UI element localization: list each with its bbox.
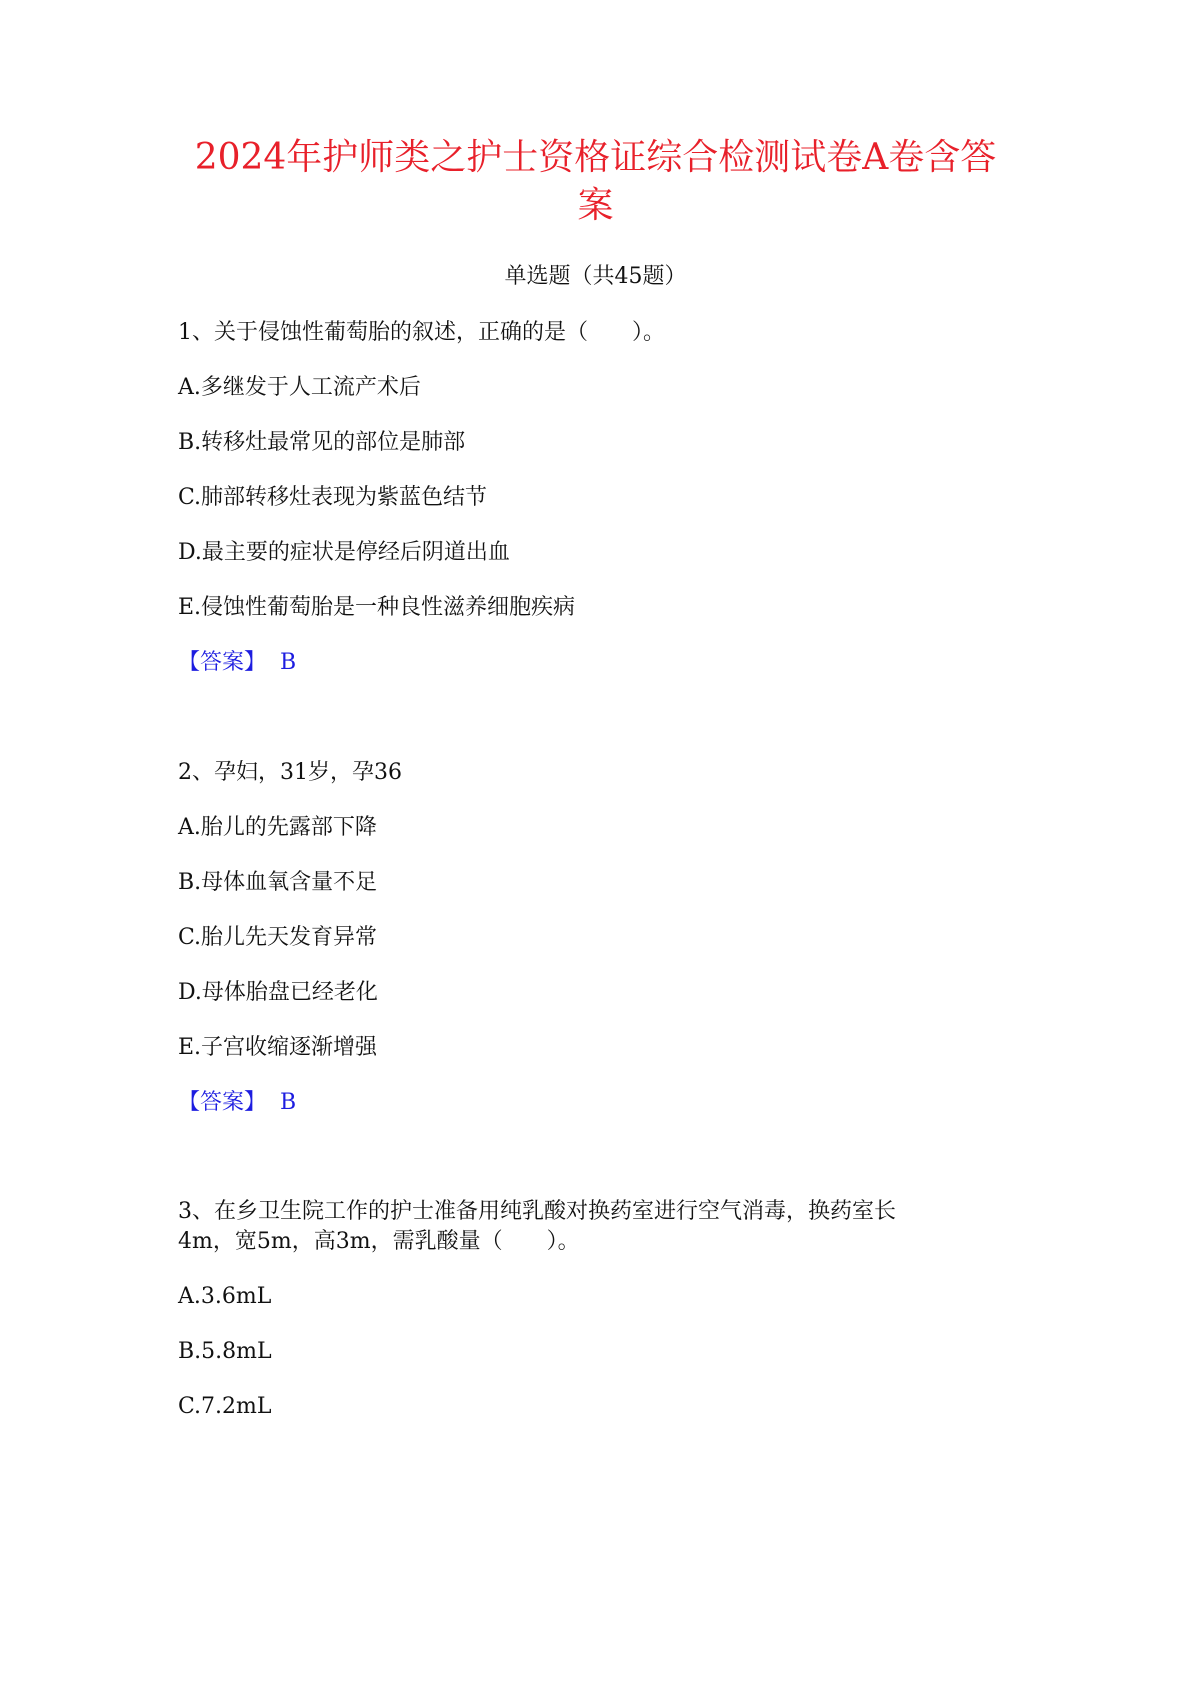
document-title-line2: 案	[577, 185, 614, 226]
option-d: D.母体胎盘已经老化	[178, 980, 378, 1005]
question-stem: 1、关于侵蚀性葡萄胎的叙述，正确的是（ ）。	[178, 320, 665, 345]
option-a: A.胎儿的先露部下降	[178, 815, 377, 840]
option-a: A.3.6mL	[178, 1284, 272, 1309]
document-title-line1: 2024年护师类之护士资格证综合检测试卷A卷含答	[194, 137, 997, 178]
answer-value: B	[280, 1090, 297, 1115]
question-stem-line2: 4m，宽5m，高3m，需乳酸量（ ）。	[178, 1229, 580, 1254]
option-b: B.转移灶最常见的部位是肺部	[178, 430, 466, 455]
section-heading: 单选题（共45题）	[504, 264, 687, 289]
answer-line	[178, 1088, 1008, 1118]
option-c: C.胎儿先天发育异常	[178, 925, 378, 950]
option-b: B.母体血氧含量不足	[178, 870, 378, 895]
answer-label: 【答案】	[178, 1090, 267, 1115]
answer-label: 【答案】	[178, 650, 267, 675]
option-c: C.7.2mL	[178, 1394, 272, 1419]
question-stem: 2、孕妇，31岁，孕36	[178, 760, 402, 785]
answer-value: B	[280, 650, 297, 675]
option-c: C.肺部转移灶表现为紫蓝色结节	[178, 485, 488, 510]
option-a: A.多继发于人工流产术后	[178, 375, 421, 400]
option-e: E.侵蚀性葡萄胎是一种良性滋养细胞疾病	[178, 595, 576, 620]
answer-line	[178, 648, 1008, 678]
option-d: D.最主要的症状是停经后阴道出血	[178, 540, 510, 565]
question-stem-line1: 3、在乡卫生院工作的护士准备用纯乳酸对换药室进行空气消毒，换药室长	[178, 1199, 896, 1224]
option-b: B.5.8mL	[178, 1339, 272, 1364]
option-e: E.子宫收缩逐渐增强	[178, 1035, 378, 1060]
